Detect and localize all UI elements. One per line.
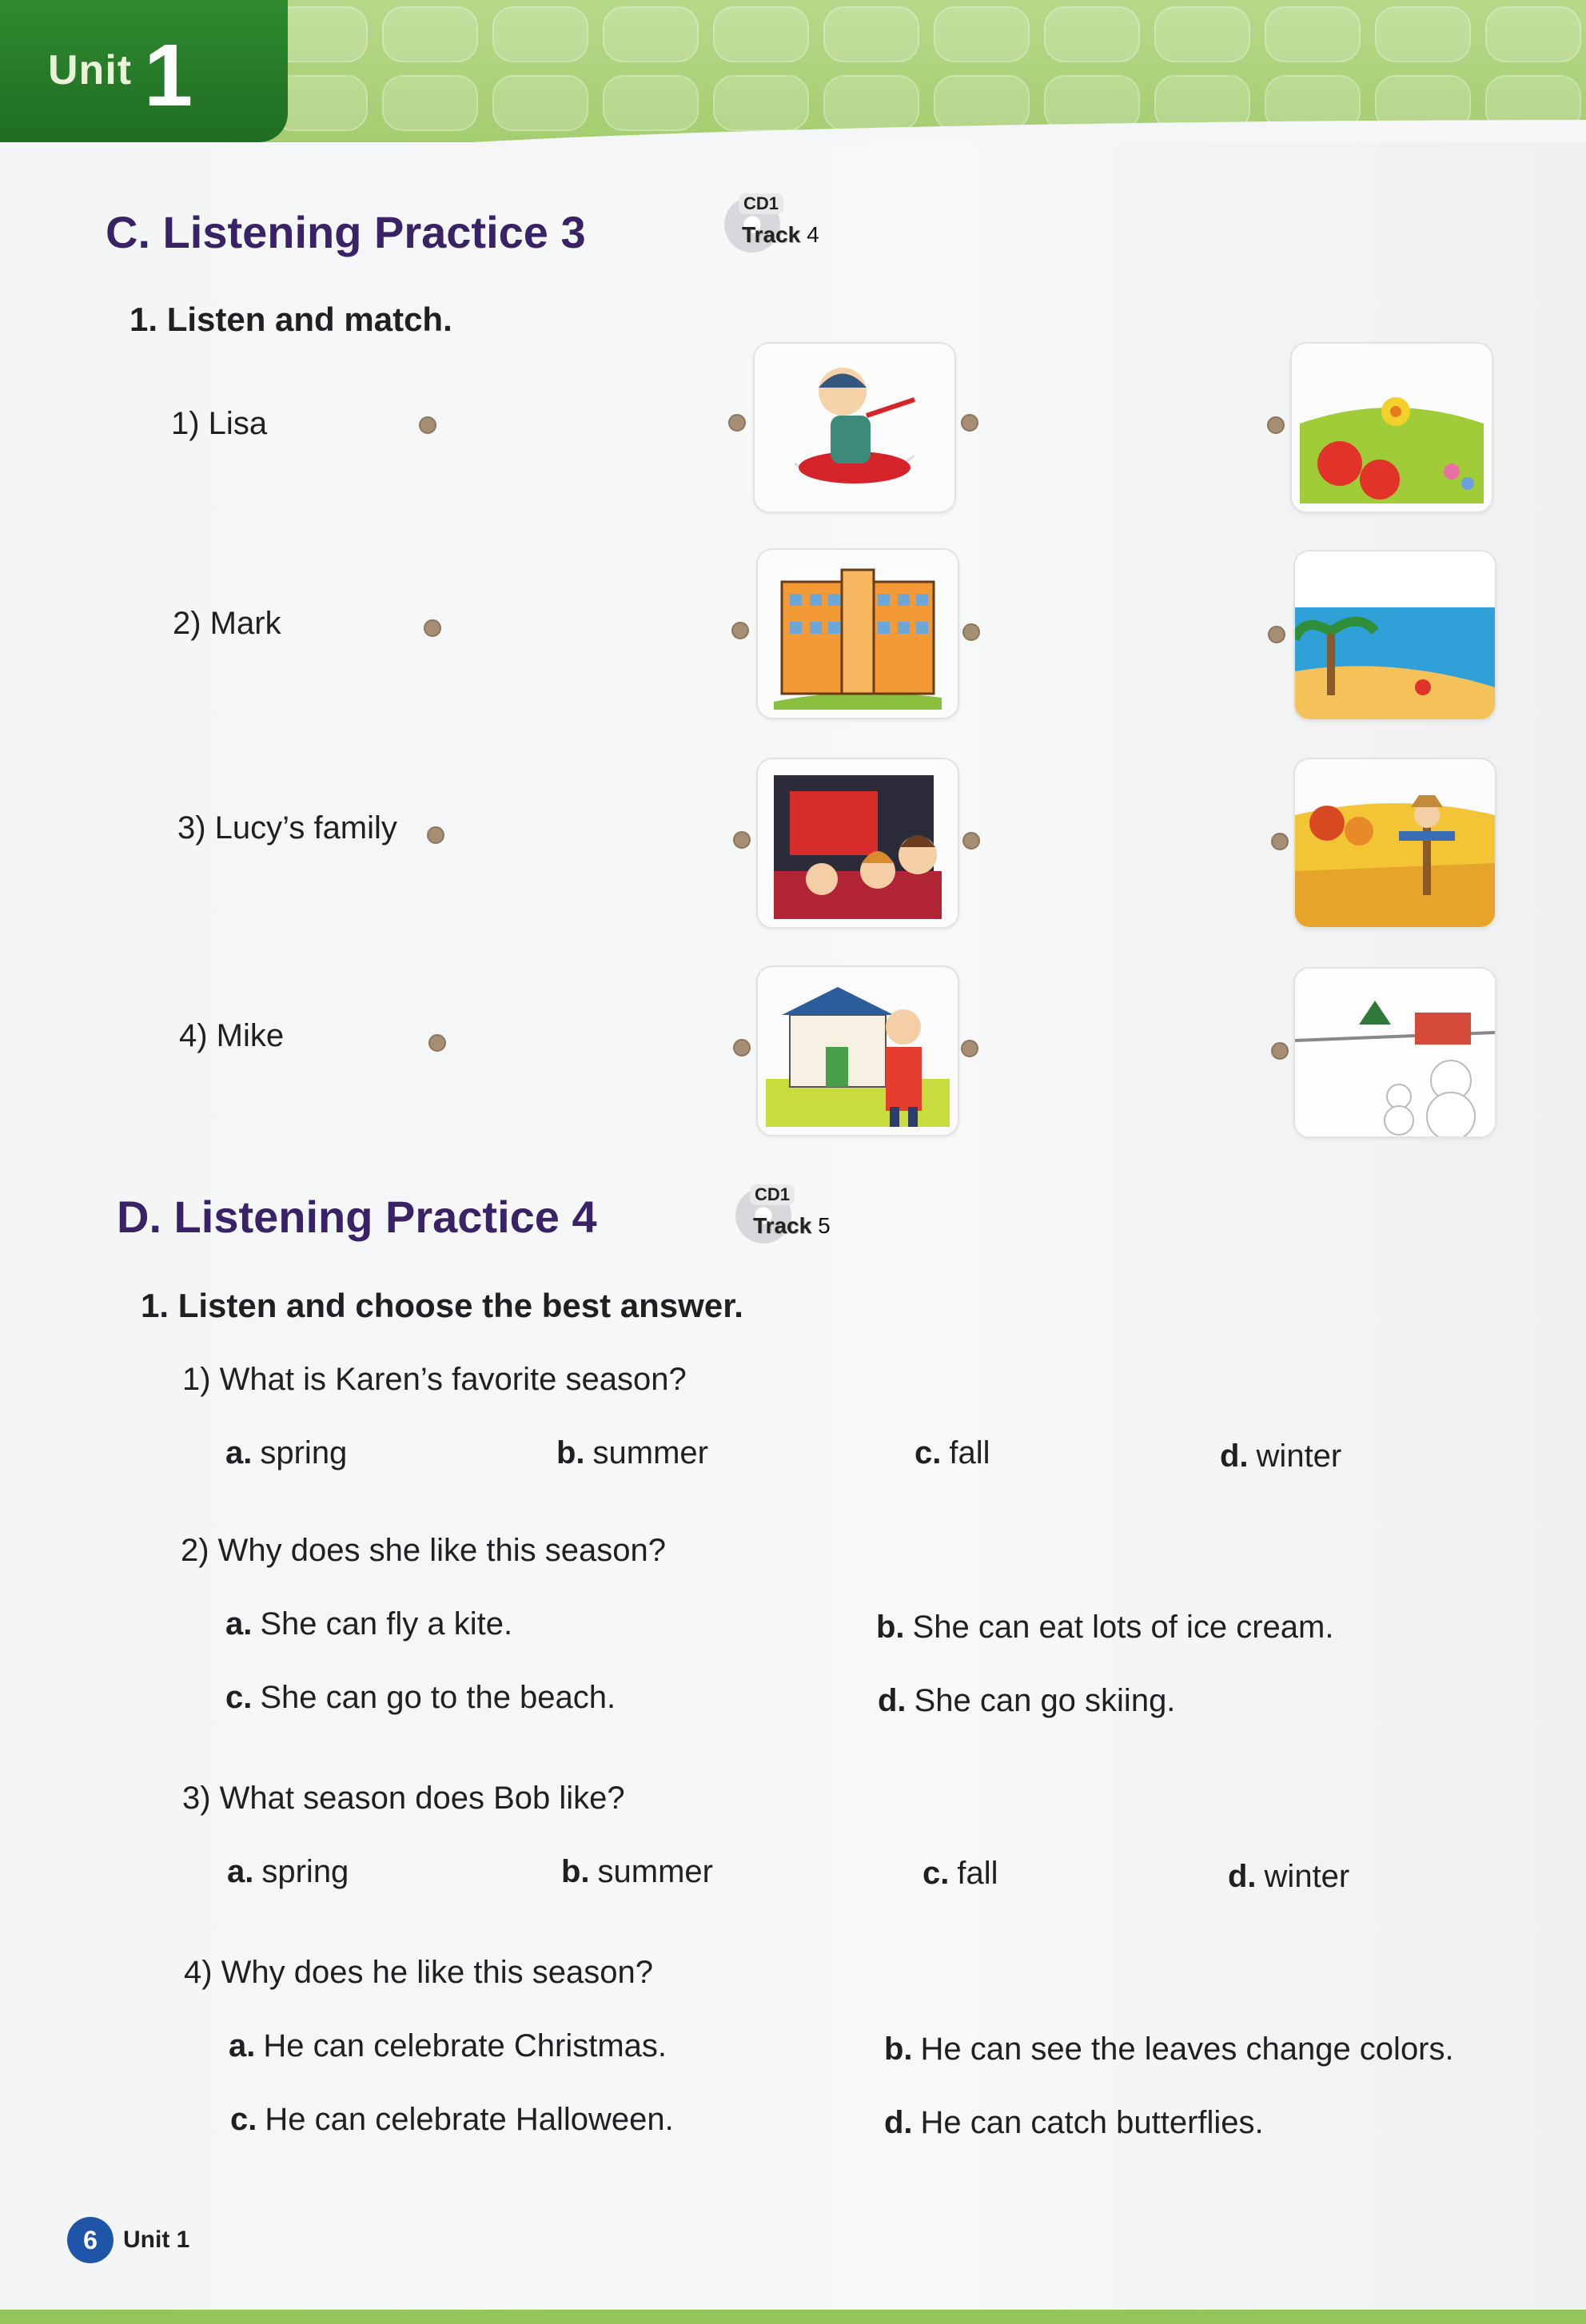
bottom-band bbox=[0, 2310, 1586, 2324]
match-name-1: 1) Lisa bbox=[171, 406, 268, 441]
match-dot-name-2[interactable] bbox=[424, 619, 441, 637]
page-number-badge: 6 bbox=[67, 2217, 114, 2263]
match-dot-activity-right-1[interactable] bbox=[961, 414, 978, 432]
cd-track-badge-d bbox=[735, 1184, 855, 1244]
question-3: 3) What season does Bob like? bbox=[182, 1781, 625, 1816]
school-building-picture bbox=[756, 548, 959, 719]
match-dot-activity-right-2[interactable] bbox=[962, 623, 980, 641]
match-dot-activity-right-3[interactable] bbox=[962, 832, 980, 850]
match-dot-activity-right-4[interactable] bbox=[961, 1040, 978, 1057]
match-dot-season-1[interactable] bbox=[1267, 416, 1285, 434]
track-number: 4 bbox=[807, 222, 819, 247]
question-1: 1) What is Karen’s favorite season? bbox=[182, 1362, 687, 1397]
q3-option-a[interactable]: a. spring bbox=[227, 1854, 349, 1889]
q3-option-d[interactable]: d. winter bbox=[1228, 1859, 1350, 1894]
cd-label: CD1 bbox=[739, 193, 783, 214]
match-dot-activity-left-3[interactable] bbox=[733, 831, 751, 849]
match-dot-season-3[interactable] bbox=[1271, 833, 1289, 850]
match-dot-activity-left-2[interactable] bbox=[731, 622, 749, 639]
q4-option-b[interactable]: b. He can see the leaves change colors. bbox=[884, 2032, 1454, 2067]
match-dot-name-1[interactable] bbox=[419, 416, 436, 434]
q4-option-a[interactable]: a. He can celebrate Christmas. bbox=[229, 2028, 667, 2063]
match-name-2: 2) Mark bbox=[173, 606, 281, 641]
q3-option-c[interactable]: c. fall bbox=[923, 1856, 998, 1891]
q1-option-c[interactable]: c. fall bbox=[915, 1435, 990, 1470]
section-d-instruction: 1. Listen and choose the best answer. bbox=[141, 1287, 743, 1324]
q1-option-b[interactable]: b. summer bbox=[556, 1435, 708, 1470]
match-dot-name-3[interactable] bbox=[427, 826, 444, 844]
q1-option-a[interactable]: a. spring bbox=[225, 1435, 348, 1470]
q2-option-a[interactable]: a. She can fly a kite. bbox=[225, 1606, 513, 1642]
q4-option-c[interactable]: c. He can celebrate Halloween. bbox=[230, 2102, 674, 2137]
q3-option-b[interactable]: b. summer bbox=[561, 1854, 713, 1889]
q4-option-d[interactable]: d. He can catch butterflies. bbox=[884, 2105, 1264, 2140]
footer-unit-label: Unit 1 bbox=[123, 2227, 190, 2253]
track-number: 5 bbox=[818, 1213, 831, 1238]
section-c-instruction: 1. Listen and match. bbox=[130, 300, 452, 338]
section-c-title: C. Listening Practice 3 bbox=[106, 207, 586, 257]
spring-flowers-picture bbox=[1290, 342, 1493, 513]
house-visit-picture bbox=[756, 965, 959, 1136]
q2-option-c[interactable]: c. She can go to the beach. bbox=[225, 1680, 616, 1715]
header-band bbox=[0, 0, 1586, 142]
unit-word: Unit bbox=[48, 47, 133, 94]
match-dot-season-4[interactable] bbox=[1271, 1042, 1289, 1060]
header-tile-pattern bbox=[272, 6, 1586, 134]
match-name-3: 3) Lucy’s family bbox=[177, 810, 397, 846]
match-dot-season-2[interactable] bbox=[1268, 626, 1285, 643]
cd-track-badge-c bbox=[724, 193, 844, 253]
summer-beach-picture bbox=[1293, 550, 1496, 721]
unit-tab bbox=[0, 0, 288, 142]
q2-option-d[interactable]: d. She can go skiing. bbox=[878, 1683, 1176, 1718]
match-dot-name-4[interactable] bbox=[428, 1034, 446, 1052]
match-dot-activity-left-4[interactable] bbox=[733, 1039, 751, 1057]
question-2: 2) Why does she like this season? bbox=[181, 1533, 666, 1568]
movie-theater-picture bbox=[756, 758, 959, 929]
match-dot-activity-left-1[interactable] bbox=[728, 414, 746, 432]
question-4: 4) Why does he like this season? bbox=[184, 1955, 653, 1990]
track-label: Track 4 bbox=[742, 222, 819, 247]
q2-option-b[interactable]: b. She can eat lots of ice cream. bbox=[876, 1610, 1334, 1645]
winter-snowman-picture bbox=[1293, 967, 1496, 1138]
unit-number: 1 bbox=[144, 26, 193, 125]
match-name-4: 4) Mike bbox=[179, 1018, 285, 1053]
fall-field-picture bbox=[1293, 758, 1496, 929]
q1-option-d[interactable]: d. winter bbox=[1220, 1439, 1342, 1474]
sledding-picture bbox=[753, 342, 956, 513]
track-label: Track 5 bbox=[753, 1213, 831, 1238]
section-d-title: D. Listening Practice 4 bbox=[117, 1192, 597, 1242]
cd-label: CD1 bbox=[750, 1184, 795, 1205]
